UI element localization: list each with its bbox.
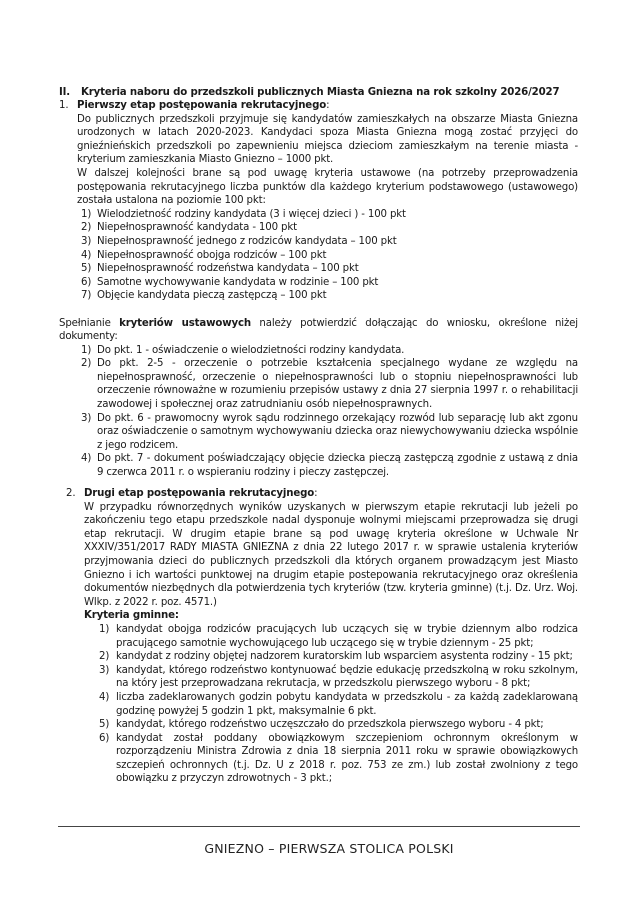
municipal-criteria-list [66,623,578,786]
footer-slogan: GNIEZNO – PIERWSZA STOLICA POLSKI [204,841,454,856]
confirmation-paragraph: Spełnianie kryteriów ustawowych należy potwierdzić dołączając do wniosku, określone niżej dokumenty: [59,317,578,343]
first-stage-paragraph-2: W dalszej kolejności brane są pod uwagę kryteria ustawowe (na potrzeby przeprowadzenia postępowania rekrutacyjnego liczba punktów dla każdego kryterium podstawowego (ustawowego) została ustalona na poziomie 100 pkt: [77,167,578,207]
statutory-criterion: 5) Niepełnosprawność rodzeństwa kandydata – 100 pkt [81,263,359,275]
statutory-criterion: 2) Niepełnosprawność kandydata - 100 pkt [81,222,297,234]
required-document: 3) Do pkt. 6 - prawomocny wyrok sądu rodzinnego orzekający rozwód lub separację lub akt zgonu oraz oświadczenie o samotnym wychowywaniu dziecka oraz niewychowywaniu dziecka wspólnie z jego rodzicem. [81,412,578,451]
footer-divider [58,826,580,827]
heading-title: Kryteria naboru do przedszkoli publicznych Miasta Gniezna na rok szkolny 2026/2027 [81,87,560,98]
first-stage-title-colon: : [326,100,330,111]
second-stage-number: 2. [66,488,76,499]
municipal-criterion: 1) kandydat obojga rodziców pracujących lub uczących się w trybie dziennym albo rodzica pracującego samotnie wychowującego lub uczącego się w trybie dziennym - 25 pkt; [99,623,578,649]
required-document: 4) Do pkt. 7 - dokument poświadczający objęcie dziecka pieczą zastępczą zgodnie z ustawą z dnia 9 czerwca 2011 r. o wspieraniu rodziny i pieczy zastępczej. [81,453,578,479]
required-documents-list [59,344,578,480]
statutory-criteria-list [59,208,578,303]
municipal-criterion: 4) liczba zadeklarowanych godzin pobytu kandydata w przedszkolu - za każdą zadeklarowaną godzinę powyżej 5 godzin 1 pkt, maksymalnie 6 pkt. [99,691,578,717]
required-document: 1) Do pkt. 1 - oświadczenie o wielodzietności rodziny kandydata. [81,344,405,356]
municipal-criterion: 6) kandydat został poddany obowiązkowym szczepieniom ochronnym określonym w rozporządzeniu Ministra Zdrowia z dnia 18 sierpnia 2011 roku w sprawie obowiązkowych szczepień ochronnych (t.j. Dz. U z 2018 r. poz. 753 ze zm.) lub został zwolniony z tego obowiązku z przyczyn zdrowotnych - 3 pkt.; [99,732,578,785]
section-second-stage [66,487,578,786]
first-stage-heading [59,99,578,113]
second-stage-paragraph: W przypadku równorzędnych wyników uzyskanych w pierwszym etapie rekrutacji lub jeżeli po zakończeniu tego etapu przedszkole nadal dysponuje wolnymi miejscami przeprowadza się drugi etap rekrutacji. W drugim etapie brane są pod uwagę kryteria określone w Uchwale Nr XXXIV/351/2017 RADY MIASTA GNIEZNA z dnia 22 lutego 2017 r. w sprawie ustalenia kryteriów przyjmowania dzieci do publicznych przedszkoli dla których organem prowadzącym jest Miasto Gniezno i ich wartości punktowej na drugim etapie postepowania rekrutacyjnego oraz określenia dokumentów niezbędnych dla potwierdzenia tych kryteriów (tzw. kryteria gminne) (t.j. Dz. Urz. Woj. Wlkp. z 2022 r. poz. 4571.) [84,501,578,608]
confirmation-emphasis: kryteriów ustawowych [119,317,251,329]
first-stage-number: 1. [59,100,69,111]
heading-number: II. [59,87,71,98]
first-stage-title: Pierwszy etap postępowania rekrutacyjnego [77,100,327,111]
municipal-criterion: 5) kandydat, którego rodzeństwo uczęszczało do przedszkola pierwszego wyboru - 4 pkt; [99,719,544,731]
municipal-criterion: 3) kandydat, którego rodzeństwo kontynuować będzie edukację przedszkolną w roku szkolnym, na który jest przeprowadzana rekrutacja, w przedszkolu pierwszego wyboru - 8 pkt; [99,664,578,690]
municipal-criterion: 2) kandydat z rodziny objętej nadzorem kuratorskim lub wsparciem asystenta rodziny - 15 pkt; [99,651,573,663]
second-stage-title-colon: : [314,488,318,499]
second-stage-heading [66,487,578,501]
statutory-criterion: 4) Niepełnosprawność obojga rodziców – 100 pkt [81,249,327,261]
statutory-criterion: 6) Samotne wychowywanie kandydata w rodzinie – 100 pkt [81,276,379,288]
municipal-criteria-subheading: Kryteria gminne: [84,610,179,622]
first-stage-paragraph-1: Do publicznych przedszkoli przyjmuje się kandydatów zamieszkałych na obszarze Miasta Gniezna urodzonych w latach 2020-2023. Kandydaci spoza Miasta Gniezna mogą zostać przyjęci do gnieźnieńskich przedszkoli po zapewnieniu miejsca dzieciom zamieszkałym na terenie miasta - kryterium zamieszkania Miasto Gniezno – 1000 pkt. [77,113,578,166]
statutory-criterion: 1) Wielodzietność rodziny kandydata (3 i więcej dzieci ) - 100 pkt [81,208,406,220]
section-heading [59,86,589,100]
statutory-criterion: 7) Objęcie kandydata pieczą zastępczą – 100 pkt [81,290,327,302]
section-first-stage [59,99,578,480]
statutory-criterion: 3) Niepełnosprawność jednego z rodziców kandydata – 100 pkt [81,235,397,247]
second-stage-title: Drugi etap postępowania rekrutacyjnego [84,488,315,499]
required-document: 2) Do pkt. 2-5 - orzeczenie o potrzebie kształcenia specjalnego wydane ze względu na niepełnosprawność, orzeczenie o niepełnosprawności lub o stopniu niepełnosprawności lub orzeczenie równoważne w rozumieniu przepisów ustawy z dnia 27 sierpnia 1997 r. o rehabilitacji zawodowej i społecznej oraz zatrudnianiu osób niepełnosprawnych. [81,358,578,411]
